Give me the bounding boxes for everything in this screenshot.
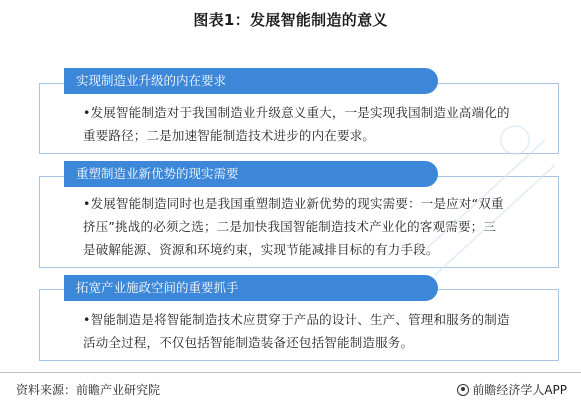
page-title: 图表1：发展智能制造的意义 xyxy=(193,11,388,29)
source-note: 资料来源：前瞻产业研究院 xyxy=(16,383,161,397)
section-3-line-2: 活动全过程，不仅包括智能制造装备还包括智能制造服务。 xyxy=(83,335,414,350)
section-3-line-1: •智能制造是将智能制造技术应贯穿于产品的设计、生产、管理和服务的制造 xyxy=(83,312,510,327)
footer xyxy=(0,372,581,405)
section-2-line-1: •发展智能制造同时也是我国重塑制造业新优势的现实需要：一是应对“双重 xyxy=(83,196,504,211)
section-1-line-1: •发展智能制造对于我国制造业升级意义重大，一是实现我国制造业高端化的 xyxy=(83,105,510,120)
section-2-body xyxy=(83,192,535,261)
section-1-body xyxy=(83,101,535,147)
section-2-line-3: 是破解能源、资源和环境约束，实现节能减排目标的有力手段。 xyxy=(83,242,439,257)
brand-label: 前瞻经济学人APP xyxy=(472,383,567,397)
section-1-header: 实现制造业升级的内在要求 xyxy=(64,68,438,94)
section-3-body xyxy=(83,308,535,354)
brand-attribution xyxy=(457,381,567,398)
section-2-line-2: 挤压”挑战的必须之选；二是加快我国智能制造技术产业化的客观需要；三 xyxy=(83,219,497,234)
section-3-header: 拓宽产业施政空间的重要抓手 xyxy=(64,275,438,301)
brand-logo-icon xyxy=(457,384,469,396)
section-1-line-2: 重要路径；二是加速智能制造技术进步的内在要求。 xyxy=(83,128,376,143)
section-2-header: 重塑制造业新优势的现实需要 xyxy=(64,161,438,187)
